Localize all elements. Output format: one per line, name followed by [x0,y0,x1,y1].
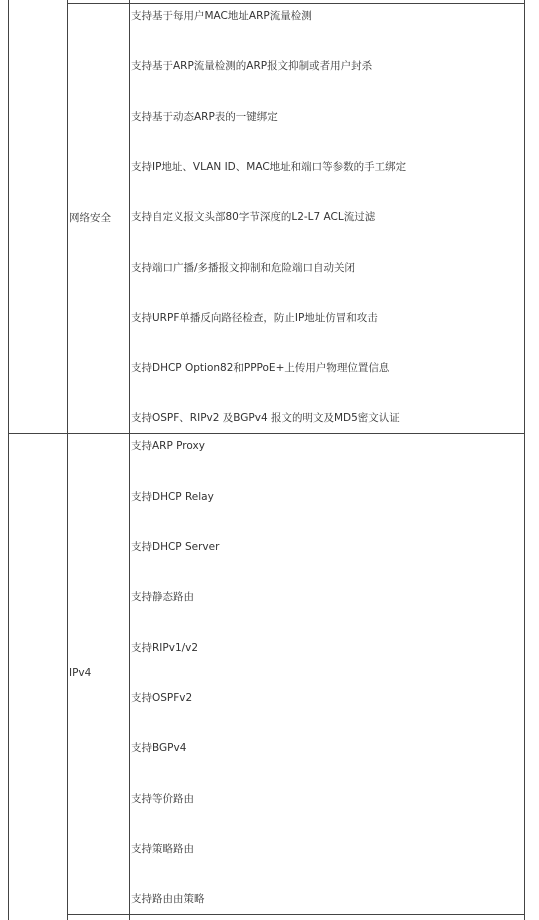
table-border-col1 [67,0,68,920]
list-item: 支持DHCP Option82和PPPoE+上传用户物理位置信息 [131,362,390,374]
list-item: 支持策略路由 [131,843,194,855]
row-border-section-divider [8,433,525,434]
list-item: 支持BGPv4 [131,742,187,754]
table-border-right [524,0,525,920]
list-item: 支持IP地址、VLAN ID、MAC地址和端口等参数的手工绑定 [131,161,407,173]
list-item: 支持等价路由 [131,793,194,805]
row-border-bottom [67,914,525,915]
list-item: 支持基于每用户MAC地址ARP流量检测 [131,10,312,22]
list-item: 支持OSPF、RIPv2 及BGPv4 报文的明文及MD5密文认证 [131,412,400,424]
category-network-security: 网络安全 [69,212,111,224]
list-item: 支持端口广播/多播报文抑制和危险端口自动关闭 [131,262,356,274]
row-border-top [67,3,525,4]
list-item: 支持RIPv1/v2 [131,642,199,654]
list-item: 支持静态路由 [131,591,194,603]
list-item: 支持DHCP Relay [131,491,214,503]
table-border-left [8,0,9,920]
list-item: 支持URPF单播反向路径检查，防止IP地址仿冒和攻击 [131,312,378,324]
list-item: 支持自定义报文头部80字节深度的L2-L7 ACL流过滤 [131,211,376,223]
table-border-col2 [129,0,130,920]
list-item: 支持基于ARP流量检测的ARP报文抑制或者用户封杀 [131,60,373,72]
list-item: 支持ARP Proxy [131,440,205,452]
list-item: 支持DHCP Server [131,541,220,553]
list-item: 支持基于动态ARP表的一键绑定 [131,111,278,123]
list-item: 支持OSPFv2 [131,692,193,704]
category-ipv4: IPv4 [69,667,92,679]
list-item: 支持路由由策略 [131,893,205,905]
